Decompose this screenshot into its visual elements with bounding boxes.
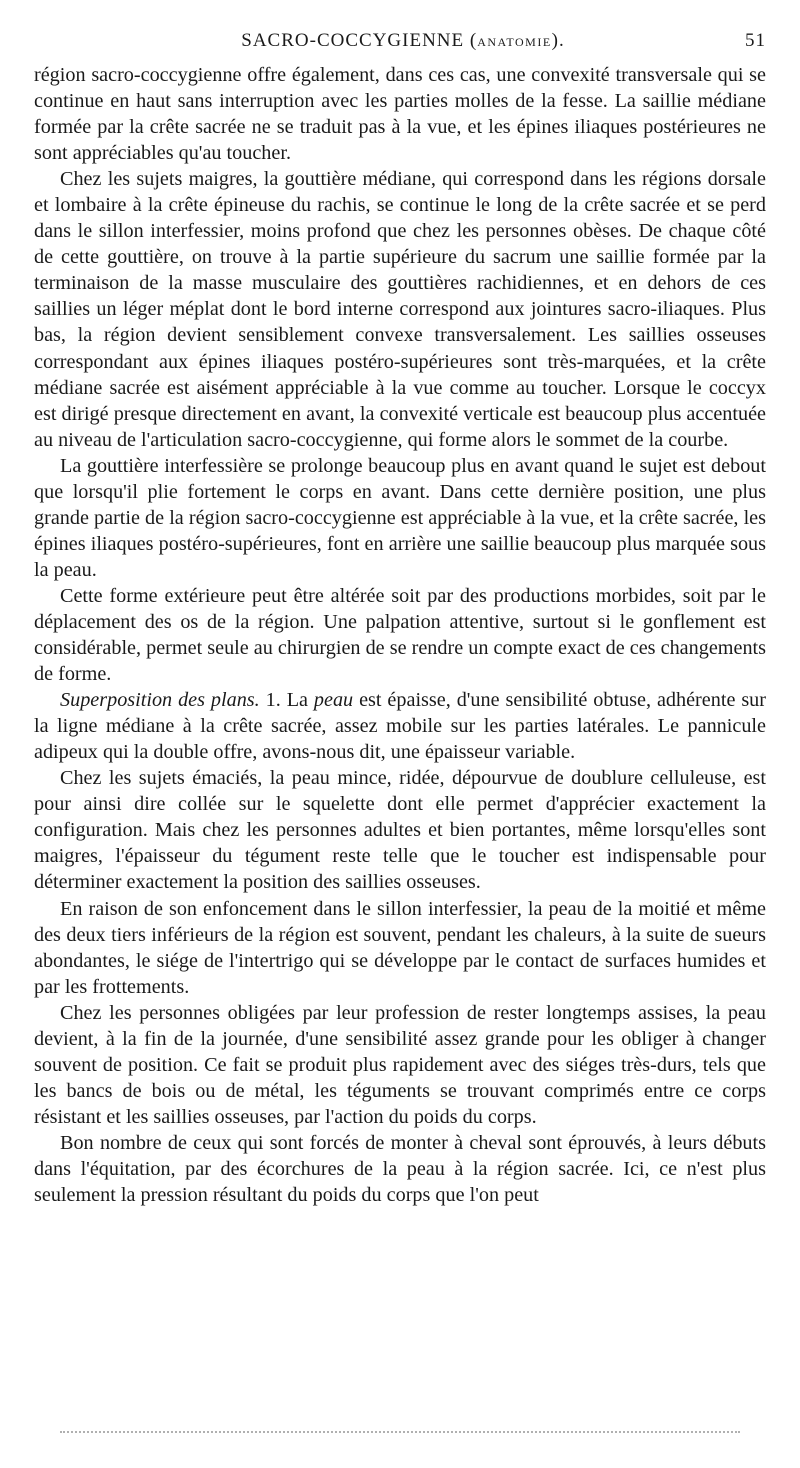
paragraph-9: Bon nombre de ceux qui sont forcés de monter à cheval sont éprouvés, à leurs débuts dans l'équitation, par des écorchures de la peau à la région sacrée. Ici, ce n'est plus seulement la pression résultant du poids du corps que l'on peut — [34, 1131, 766, 1207]
paragraph-8: Chez les personnes obligées par leur profession de rester longtemps assises, la peau devient, à la fin de la journée, d'une sensibilité assez grande pour les obliger à changer souvent de position. Ce fait se produit plus rapidement avec des siéges très-durs, tels que les bancs de bois ou de métal, les téguments se trouvant comprimés entre ce corps résistant et les saillies osseuses, par l'action du poids du corps. — [34, 1001, 766, 1128]
paragraph-5: Superposition des plans. 1. La peau est épaisse, d'une sensibilité obtuse, adhérente sur la ligne médiane à la crête sacrée, assez mobile sur les parties latérales. Le pannicule adipeux qui la double offre, avons-nous dit, une épaisseur variable. — [34, 689, 766, 764]
term-peau: peau — [313, 689, 354, 712]
paragraph-3: La gouttière interfessière se prolonge beaucoup plus en avant quand le sujet est debout que lorsqu'il plie fortement le corps en avant. Dans cette dernière position, une plus grande partie de la région sacro-coccygienne est appréciable à la vue, et la crête sacrée, les épines iliaques postéro-supérieures, font en arrière une saillie beaucoup plus marquée sous la peau. — [34, 454, 766, 581]
paragraph-4: Cette forme extérieure peut être altérée soit par des productions morbides, soit par le déplacement des os de la région. Une palpation attentive, surtout si le gonflement est considérable, permet seule au chirurgien de se rendre un compte exact de ces changements de forme. — [34, 584, 766, 686]
paragraph-6: Chez les sujets émaciés, la peau mince, ridée, dépourvue de doublure celluleuse, est pour ainsi dire collée sur le squelette dont elle permet d'apprécier exactement la configuration. Mais chez les personnes adultes et bien portantes, même lorsqu'elles sont maigres, l'épaisseur du tégument reste telle que le toucher est indispensable pour déterminer exactement la position des saillies osseuses. — [34, 767, 766, 894]
footer-rule — [60, 1431, 740, 1433]
running-header — [34, 30, 772, 56]
running-title: SACRO-COCCYGIENNE (ANATOMIE). — [241, 30, 565, 51]
page-number: 51 — [745, 30, 766, 51]
paragraph-2: Chez les sujets maigres, la gouttière médiane, qui correspond dans les régions dorsale et lombaire à la crête épineuse du rachis, se continue le long de la crête sacrée et se perd dans le sillon interfessier, moins profond que chez les personnes obèses. De chaque côté de cette gouttière, on trouve à la partie supérieure du sacrum une saillie formée par la terminaison de la masse musculaire des gouttières rachidiennes, et en dehors de ces saillies un léger méplat dont le bord interne correspond aux jointures sacro-iliaques. Plus bas, la région devient sensiblement convexe transversalement. Les saillies osseuses correspondant aux épines iliaques postéro-supérieures sont très-marquées, et la crête médiane sacrée est aisément appréciable à la vue comme au toucher. Lorsque le coccyx est dirigé presque directement en avant, la convexité verticale est beaucoup plus accentuée au niveau de l'articulation sacro-coccygienne, qui forme alors le sommet de la courbe. — [34, 168, 766, 451]
body-text — [34, 62, 766, 1208]
section-label: ANATOMIE — [477, 35, 552, 49]
paragraph-7: En raison de son enfoncement dans le sillon interfessier, la peau de la moitié et même des deux tiers inférieurs de la région est souvent, pendant les chaleurs, à la suite de sueurs abondantes, le siége de l'intertrigo qui se développe par le contact de surfaces humides et par les frottements. — [34, 897, 766, 998]
paragraph-1: région sacro-coccygienne offre également, dans ces cas, une convexité transversale qui se continue en haut sans interruption avec les parties molles de la fesse. La saillie médiane formée par la crête sacrée ne se traduit pas à la vue, et les épines iliaques postérieures ne sont appréciables qu'au toucher. — [34, 64, 766, 165]
section-heading: Superposition des plans. — [60, 689, 260, 712]
